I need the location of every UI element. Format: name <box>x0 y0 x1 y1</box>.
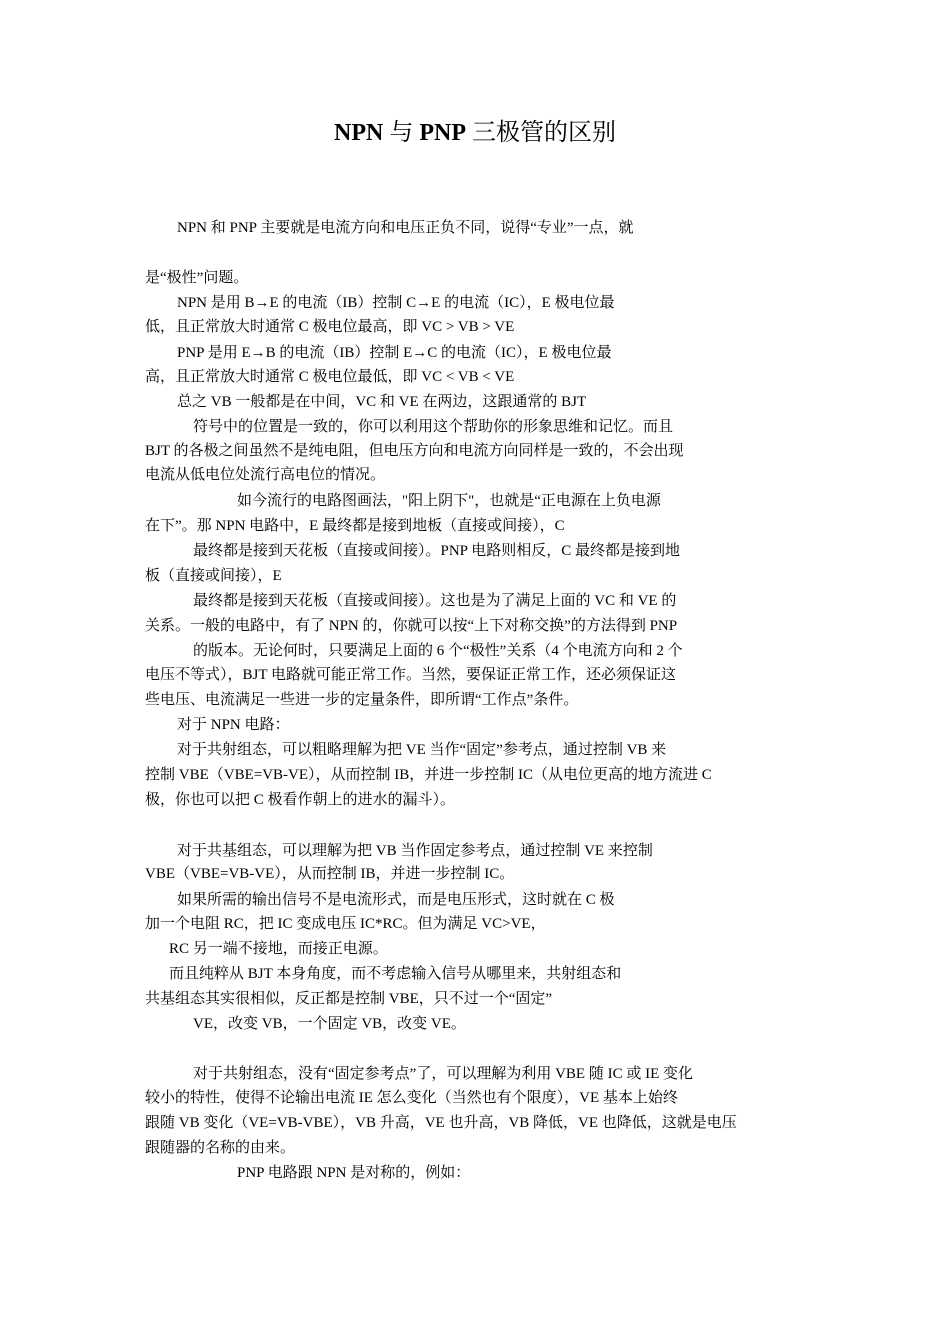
text-line: 跟随器的名称的由来。 <box>145 1140 296 1156</box>
text-line: 电流从低电位处流行高电位的情况。 <box>145 467 386 483</box>
text-line: 对于 NPN 电路： <box>177 717 290 733</box>
text-line: 最终都是接到天花板（直接或间接）。这也是为了满足上面的 VC 和 VE 的 <box>193 593 677 609</box>
text-line: 对于共基组态，可以理解为把 VB 当作固定参考点，通过控制 VE 来控制 <box>177 843 653 859</box>
text-line: RC 另一端不接地，而接正电源。 <box>169 941 388 957</box>
text-line: NPN 是用 B→E 的电流（IB）控制 C→E 的电流（IC），E 极电位最 <box>177 295 615 311</box>
text-line: 最终都是接到天花板（直接或间接）。PNP 电路则相反，C 最终都是接到地 <box>193 543 680 559</box>
text-line: 跟随 VB 变化（VE=VB-VBE），VB 升高，VE 也升高，VB 降低，VE 也降低，这就是电压 <box>145 1115 737 1131</box>
text-line: 低，且正常放大时通常 C 极电位最高，即 VC > VB > VE <box>145 319 515 335</box>
text-line: 板（直接或间接），E <box>145 568 282 584</box>
text-line: 共基组态其实很相似，反正都是控制 VBE，只不过一个“固定” <box>145 991 553 1007</box>
title-pnp: PNP <box>419 120 466 146</box>
text-line: 些电压、电流满足一些进一步的定量条件，即所谓“工作点”条件。 <box>145 692 579 708</box>
text-line: 对于共射组态，可以粗略理解为把 VE 当作“固定”参考点，通过控制 VB 来 <box>177 742 667 758</box>
text-line: VBE（VBE=VB-VE），从而控制 IB，并进一步控制 IC。 <box>145 866 515 882</box>
text-line: PNP 电路跟 NPN 是对称的，例如： <box>237 1165 471 1181</box>
text-line: 如果所需的输出信号不是电流形式，而是电压形式，这时就在 C 极 <box>177 892 615 908</box>
text-line: 极，你也可以把 C 极看作朝上的进水的漏斗）。 <box>145 792 456 808</box>
text-line: 加一个电阻 RC，把 IC 变成电压 IC*RC。但为满足 VC>VE， <box>145 916 546 932</box>
text-line: 对于共射组态，没有“固定参考点”了，可以理解为利用 VBE 随 IC 或 IE 变化 <box>193 1066 693 1082</box>
text-line: 总之 VB 一般都是在中间，VC 和 VE 在两边，这跟通常的 BJT <box>177 394 587 410</box>
text-line: 而且纯粹从 BJT 本身角度，而不考虑输入信号从哪里来，共射组态和 <box>169 966 622 982</box>
text-line: 在下”。那 NPN 电路中，E 最终都是接到地板（直接或间接），C <box>145 518 565 534</box>
text-line: 的版本。无论何时，只要满足上面的 6 个“极性”关系（4 个电流方向和 2 个 <box>193 643 683 659</box>
text-line: 关系。一般的电路中，有了 NPN 的，你就可以按“上下对称交换”的方法得到 PNP <box>145 618 678 634</box>
text-line: NPN 和 PNP 主要就是电流方向和电压正负不同，说得“专业”一点，就 <box>177 220 634 236</box>
title-conjunction: 与 <box>383 120 420 146</box>
text-line: PNP 是用 E→B 的电流（IB）控制 E→C 的电流（IC），E 极电位最 <box>177 345 612 361</box>
text-line: 符号中的位置是一致的，你可以利用这个帮助你的形象思维和记忆。而且 <box>193 419 674 435</box>
document-title <box>0 118 950 148</box>
title-npn: NPN <box>334 120 384 146</box>
text-line: 如今流行的电路图画法，"阳上阴下"，也就是“正电源在上负电源 <box>237 493 661 509</box>
title-rest: 三极管的区别 <box>465 120 616 146</box>
text-line: 高，且正常放大时通常 C 极电位最低，即 VC < VB < VE <box>145 369 515 385</box>
text-line: BJT 的各极之间虽然不是纯电阻，但电压方向和电流方向同样是一致的，不会出现 <box>145 443 684 459</box>
text-line: 控制 VBE（VBE=VB-VE），从而控制 IB，并进一步控制 IC（从电位更高的地方流进 C <box>145 767 712 783</box>
text-line: 是“极性”问题。 <box>145 270 249 286</box>
text-line: 较小的特性，使得不论输出电流 IE 怎么变化（当然也有个限度），VE 基本上始终 <box>145 1090 678 1106</box>
text-line: 电压不等式），BJT 电路就可能正常工作。当然，要保证正常工作，还必须保证这 <box>145 667 676 683</box>
text-line: VE，改变 VB，一个固定 VB，改变 VE。 <box>193 1016 466 1032</box>
